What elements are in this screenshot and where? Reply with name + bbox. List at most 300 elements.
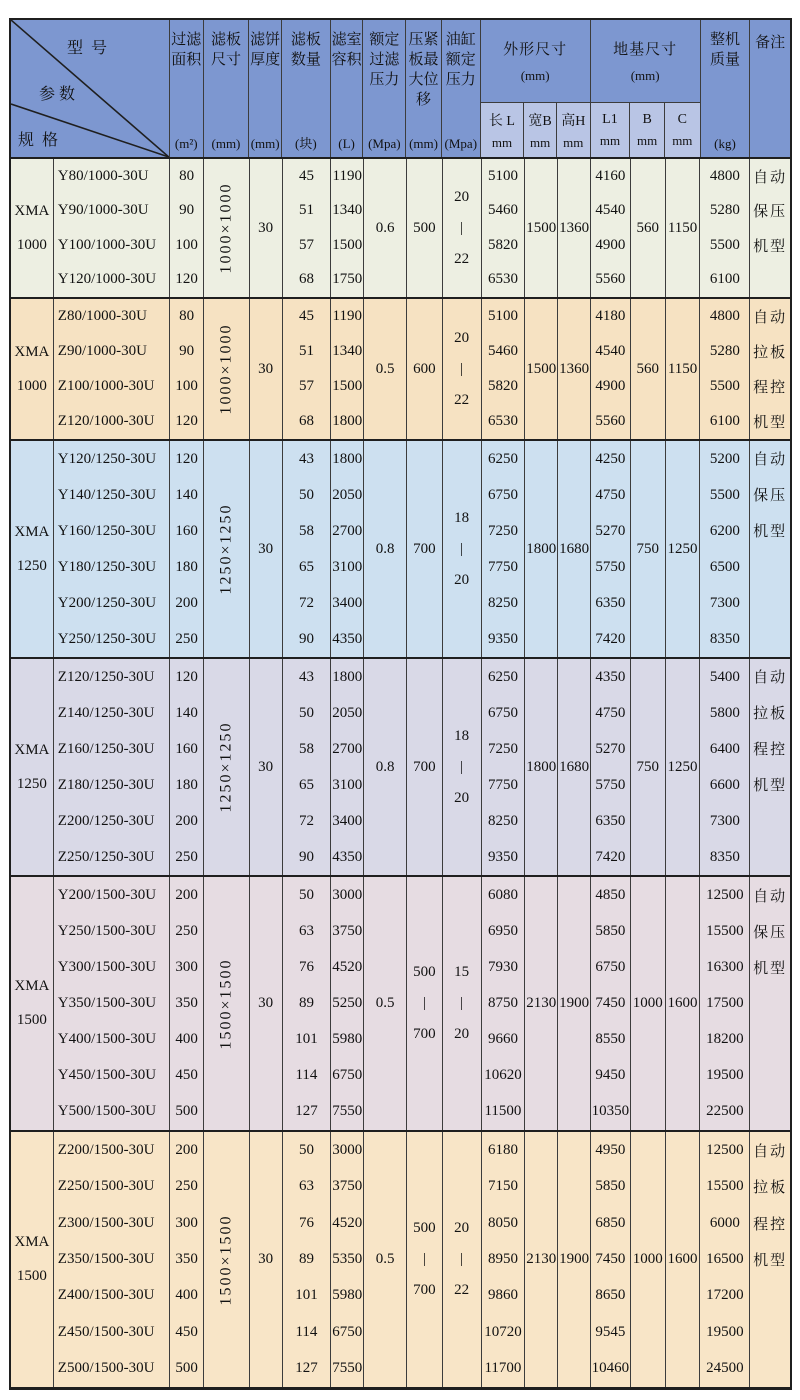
header-unit-plate-size: (mm) — [211, 136, 241, 151]
cell-filter-pressure: 0.6 — [375, 219, 395, 236]
col-filter-pressure — [364, 299, 407, 439]
col-foundation-B — [631, 159, 666, 297]
col-L — [482, 877, 526, 1130]
cell-area: 160 — [175, 740, 198, 757]
spec-line: 1250 — [16, 557, 47, 574]
model-cell: Z250/1250-30U — [57, 848, 155, 865]
cell-plate-displacement: | — [422, 995, 426, 1011]
header-unit-filter-pressure: (Mpa) — [368, 136, 401, 151]
cell-weight: 5500 — [709, 236, 740, 253]
table-group-5 — [11, 1130, 790, 1387]
cell-weight: 7300 — [709, 594, 740, 611]
cell-foundation-B: 750 — [636, 758, 659, 775]
cell-chamber: 2050 — [332, 704, 363, 721]
cell-L1: 6750 — [595, 958, 626, 975]
sub-label: L1 — [602, 111, 618, 127]
header-group-title-outline — [481, 20, 590, 102]
col-plate-displacement — [407, 159, 443, 297]
header-title-line: 尺寸 — [210, 52, 241, 69]
cell-weight: 6100 — [709, 413, 740, 429]
cell-chamber: 7550 — [332, 1360, 363, 1377]
header-unit-plate-count: (块) — [295, 136, 317, 151]
col-width-B — [525, 877, 558, 1130]
cell-area: 300 — [175, 958, 198, 975]
cell-L: 8950 — [487, 1250, 518, 1267]
model-cell: Z300/1500-30U — [57, 1214, 155, 1231]
header-subcols-outline — [481, 102, 590, 157]
cell-plates: 114 — [295, 1323, 318, 1340]
cell-cylinder-pressure: | — [460, 995, 464, 1011]
cell-filter-pressure: 0.5 — [375, 995, 395, 1011]
cell-area: 200 — [175, 812, 198, 829]
header-sub-outline-2 — [557, 103, 590, 157]
col-cake-thickness — [250, 441, 283, 657]
remark-col — [750, 659, 790, 875]
cell-L: 7750 — [487, 776, 518, 793]
cell-L: 10720 — [484, 1323, 522, 1340]
header-group-unit: (mm) — [520, 68, 550, 83]
spec-table — [9, 18, 792, 1390]
cell-width-B: 1500 — [526, 219, 557, 236]
cell-area: 90 — [179, 202, 195, 219]
cell-L: 7150 — [487, 1178, 518, 1195]
col-cylinder-pressure — [443, 159, 482, 297]
cell-L: 6180 — [487, 1141, 518, 1158]
model-cell: Z200/1250-30U — [57, 812, 155, 829]
header-col-chamber-volume — [331, 20, 364, 157]
col-L1 — [591, 1132, 631, 1387]
cell-filter-pressure: 0.8 — [375, 540, 395, 557]
col-filter-pressure — [364, 659, 407, 875]
model-cell: Z500/1500-30U — [57, 1360, 155, 1377]
cell-L1: 5270 — [595, 522, 626, 539]
cell-weight: 5500 — [709, 486, 740, 503]
cell-L1: 4750 — [595, 486, 626, 503]
spec-line: XMA — [14, 1234, 50, 1250]
cell-L: 9350 — [487, 630, 518, 647]
cell-L1: 7420 — [595, 848, 626, 865]
header-title-line: 厚度 — [250, 52, 281, 69]
cell-L1: 8650 — [595, 1287, 626, 1304]
header-col-plate-displacement — [406, 20, 442, 157]
cell-area: 120 — [175, 271, 198, 288]
cell-L: 6250 — [487, 668, 518, 685]
cell-chamber: 1340 — [332, 202, 363, 219]
col-foundation-C — [666, 659, 701, 875]
cell-plate-displacement: 500 — [413, 219, 436, 236]
cell-foundation-B: 1000 — [632, 1251, 663, 1267]
model-cell: Y450/1500-30U — [57, 1067, 157, 1084]
cell-plates: 101 — [295, 1287, 318, 1304]
model-cell: Y80/1000-30U — [57, 167, 149, 184]
cell-cylinder-pressure: 20 — [454, 571, 470, 588]
col-width-B — [525, 299, 558, 439]
model-cell: Y300/1500-30U — [57, 958, 157, 975]
cell-plates: 68 — [298, 413, 314, 429]
col-chamber — [331, 441, 364, 657]
header-title-area — [171, 30, 201, 70]
cell-foundation-C: 1600 — [667, 1251, 698, 1267]
spec-line: 1000 — [16, 236, 47, 253]
remark-line: 保压 — [753, 488, 788, 505]
cell-cylinder-pressure: | — [460, 758, 464, 775]
remark-line: 程控 — [753, 1216, 788, 1233]
cell-plates: 50 — [298, 1141, 314, 1158]
cell-area: 100 — [175, 378, 198, 394]
cell-cake-thickness: 30 — [258, 360, 274, 377]
col-plates — [283, 299, 332, 439]
header-title-line: 过滤 — [171, 32, 202, 48]
cell-cylinder-pressure: | — [460, 219, 464, 236]
header-col-plate-size — [204, 20, 250, 157]
cell-area: 500 — [175, 1103, 198, 1120]
sub-label: C — [677, 111, 687, 127]
cell-weight: 5280 — [709, 202, 740, 219]
cell-plates: 58 — [298, 740, 314, 757]
cell-weight: 19500 — [706, 1067, 744, 1084]
cell-plates: 65 — [298, 776, 314, 793]
model-cell: Y120/1250-30U — [57, 450, 157, 467]
col-L1 — [591, 441, 631, 657]
cell-chamber: 4350 — [332, 630, 363, 647]
cell-L: 10620 — [484, 1067, 522, 1084]
cell-chamber: 3000 — [332, 886, 363, 903]
cell-chamber: 5350 — [332, 1250, 363, 1267]
cell-L1: 5850 — [595, 1178, 626, 1195]
cell-L: 5820 — [487, 236, 518, 253]
col-chamber — [331, 877, 364, 1130]
header-title-line: 板最 — [408, 52, 439, 69]
corner-label-spec: 规 格 — [18, 132, 59, 149]
cell-L1: 4850 — [595, 886, 626, 903]
cell-weight: 22500 — [706, 1103, 744, 1120]
model-col — [54, 159, 170, 297]
cell-width-B: 1800 — [526, 540, 557, 557]
cell-area: 140 — [175, 486, 198, 503]
model-cell: Z100/1000-30U — [57, 378, 155, 394]
header-col-area — [170, 20, 204, 157]
col-plates — [283, 159, 332, 297]
cell-area: 300 — [175, 1214, 198, 1231]
spec-cell — [11, 299, 54, 439]
remark-line: 机型 — [753, 415, 788, 431]
cell-L1: 4540 — [595, 343, 626, 359]
cell-plates: 43 — [298, 668, 314, 685]
cell-height-H: 1900 — [559, 995, 590, 1011]
cell-foundation-C: 1600 — [667, 995, 698, 1011]
remark-line: 保压 — [753, 204, 788, 221]
sub-label: 长 L — [488, 113, 515, 129]
cell-area: 120 — [175, 668, 198, 685]
col-cylinder-pressure — [443, 441, 482, 657]
cell-weight: 5280 — [709, 343, 740, 359]
cell-area: 350 — [175, 994, 198, 1011]
cell-plates: 76 — [298, 1214, 314, 1231]
model-cell: Z180/1250-30U — [57, 776, 155, 793]
corner-cell — [11, 20, 170, 157]
col-L1 — [591, 299, 631, 439]
cell-L1: 4180 — [595, 308, 626, 324]
col-cake-thickness — [250, 299, 283, 439]
header-title-weight — [710, 30, 740, 70]
cell-L: 5460 — [487, 343, 518, 359]
cell-L: 8050 — [487, 1214, 518, 1231]
cell-foundation-C: 1250 — [667, 540, 698, 557]
cell-chamber: 4520 — [332, 1214, 363, 1231]
cell-plate-size: 1500×1500 — [217, 1213, 235, 1306]
cell-L: 7250 — [487, 740, 518, 757]
cell-plates: 127 — [295, 1360, 318, 1377]
cell-L: 5100 — [487, 308, 518, 324]
cell-chamber: 3400 — [332, 594, 363, 611]
model-col — [54, 877, 170, 1130]
col-cake-thickness — [250, 659, 283, 875]
header-title-line: 数量 — [290, 52, 321, 69]
cell-weight: 6000 — [709, 1214, 740, 1231]
remark-line: 机型 — [753, 238, 788, 255]
col-L1 — [591, 159, 631, 297]
cell-L1: 4900 — [595, 378, 626, 394]
header-title-line: 额定 — [369, 32, 400, 48]
cell-plates: 90 — [298, 848, 314, 865]
cell-plates: 63 — [298, 922, 314, 939]
cell-cake-thickness: 30 — [258, 995, 274, 1011]
remark-col — [750, 877, 790, 1130]
col-height-H — [558, 441, 591, 657]
cell-chamber: 7550 — [332, 1103, 363, 1120]
remark-line: 自动 — [753, 888, 788, 905]
model-col — [54, 659, 170, 875]
cell-chamber: 3400 — [332, 812, 363, 829]
model-col — [54, 299, 170, 439]
cell-plates: 45 — [298, 308, 314, 324]
table-header — [11, 20, 790, 157]
cell-plate-displacement: 700 — [413, 1282, 436, 1298]
cell-L: 6250 — [487, 450, 518, 467]
col-plate-size — [204, 1132, 250, 1387]
cell-chamber: 1340 — [332, 343, 363, 359]
table-body — [11, 157, 790, 1387]
cell-L1: 5750 — [595, 776, 626, 793]
cell-plates: 90 — [298, 630, 314, 647]
cell-width-B: 1800 — [526, 758, 557, 775]
col-plate-size — [204, 159, 250, 297]
model-cell: Z80/1000-30U — [57, 308, 147, 324]
cell-chamber: 2700 — [332, 740, 363, 757]
col-plate-displacement — [407, 659, 443, 875]
header-unit-area: (m²) — [174, 136, 198, 151]
cell-plates: 51 — [298, 343, 314, 359]
col-height-H — [558, 1132, 591, 1387]
cell-L1: 5850 — [595, 922, 626, 939]
col-cake-thickness — [250, 159, 283, 297]
cell-area: 180 — [175, 776, 198, 793]
cell-weight: 24500 — [706, 1360, 744, 1377]
col-area — [170, 441, 204, 657]
cell-chamber: 1190 — [332, 167, 362, 184]
cell-L: 6530 — [487, 271, 518, 288]
cell-height-H: 1680 — [559, 540, 590, 557]
cell-plates: 50 — [298, 704, 314, 721]
cell-cylinder-pressure: | — [460, 360, 464, 377]
cell-cylinder-pressure: 18 — [454, 727, 470, 744]
col-plate-displacement — [407, 299, 443, 439]
cell-L: 9660 — [487, 1031, 518, 1048]
col-foundation-B — [631, 299, 666, 439]
cell-weight: 15500 — [706, 1178, 744, 1195]
col-foundation-C — [666, 877, 701, 1130]
col-foundation-B — [631, 441, 666, 657]
col-filter-pressure — [364, 1132, 407, 1387]
col-width-B — [525, 1132, 558, 1387]
cell-L1: 4540 — [595, 202, 626, 219]
remark-line: 机型 — [753, 778, 788, 795]
header-group-label: 地基尺寸 — [613, 42, 678, 58]
col-weight — [700, 159, 750, 297]
cell-plates: 89 — [298, 1250, 314, 1267]
col-foundation-C — [666, 159, 701, 297]
cell-L1: 4950 — [595, 1141, 626, 1158]
cell-L1: 4900 — [595, 236, 626, 253]
cell-L: 6750 — [487, 704, 518, 721]
header-group-title-foundation — [591, 20, 700, 102]
col-L — [482, 1132, 526, 1387]
cell-chamber: 1800 — [332, 413, 363, 429]
col-cylinder-pressure — [443, 877, 482, 1130]
cell-area: 250 — [175, 1178, 198, 1195]
col-L — [482, 659, 526, 875]
model-col — [54, 441, 170, 657]
col-chamber — [331, 659, 364, 875]
sub-label: 高H — [561, 113, 586, 129]
col-height-H — [558, 877, 591, 1130]
cell-L1: 7420 — [595, 630, 626, 647]
col-area — [170, 877, 204, 1130]
header-col-cylinder-pressure — [442, 20, 481, 157]
header-sub-foundation-1 — [630, 103, 665, 157]
remark-col — [750, 441, 790, 657]
cell-cylinder-pressure: 20 — [454, 1220, 470, 1236]
sub-unit: mm — [599, 132, 621, 148]
cell-area: 350 — [175, 1250, 198, 1267]
cell-chamber: 3750 — [332, 922, 363, 939]
cell-cake-thickness: 30 — [258, 758, 274, 775]
remark-line: 自动 — [753, 1143, 788, 1160]
col-plate-size — [204, 877, 250, 1130]
spec-line: XMA — [14, 202, 50, 219]
remark-line: 拉板 — [753, 345, 788, 361]
remark-col — [750, 1132, 790, 1387]
model-cell: Z200/1500-30U — [57, 1141, 155, 1158]
cell-cylinder-pressure: | — [460, 1251, 464, 1267]
cell-L1: 4160 — [595, 167, 626, 184]
cell-area: 80 — [179, 308, 195, 324]
cell-weight: 6400 — [709, 740, 740, 757]
cell-plate-displacement: 500 — [413, 964, 436, 980]
cell-L1: 4350 — [595, 668, 626, 685]
model-cell: Z160/1250-30U — [57, 740, 155, 757]
header-col-remark — [750, 20, 790, 157]
cell-L: 5460 — [487, 202, 518, 219]
cell-weight: 17500 — [706, 994, 744, 1011]
col-foundation-C — [666, 1132, 701, 1387]
header-title-filter-pressure — [369, 30, 399, 90]
sub-unit: mm — [529, 134, 551, 150]
cell-area: 400 — [175, 1031, 198, 1048]
col-plate-size — [204, 659, 250, 875]
col-L — [482, 159, 526, 297]
header-group-label: 外形尺寸 — [503, 42, 568, 58]
table-group-2 — [11, 439, 790, 657]
cell-chamber: 1500 — [332, 378, 363, 394]
remark-col — [750, 159, 790, 297]
cell-chamber: 3000 — [332, 1141, 363, 1158]
cell-plate-displacement: | — [422, 1251, 426, 1267]
header-title-line: 油缸 — [445, 32, 476, 48]
sub-unit: mm — [563, 134, 584, 150]
cell-plate-size: 1000×1000 — [217, 323, 235, 415]
model-cell: Z120/1250-30U — [57, 668, 155, 685]
cell-cylinder-pressure: 20 — [454, 1026, 470, 1042]
cell-area: 450 — [175, 1067, 198, 1084]
col-cake-thickness — [250, 1132, 283, 1387]
header-unit-cake-thickness: (mm) — [250, 136, 280, 151]
col-weight — [700, 441, 750, 657]
remark-line: 自动 — [753, 670, 788, 687]
header-title-remark: 备注 — [755, 35, 786, 51]
col-plate-displacement — [407, 1132, 443, 1387]
model-cell: Z450/1500-30U — [57, 1323, 155, 1340]
cell-L: 6080 — [487, 886, 518, 903]
cell-foundation-B: 750 — [636, 540, 659, 557]
cell-L: 11700 — [484, 1360, 522, 1377]
header-title-line: 滤板 — [210, 32, 241, 48]
cell-chamber: 2700 — [332, 522, 363, 539]
cell-cake-thickness: 30 — [258, 540, 274, 557]
header-title-line: 滤板 — [290, 32, 321, 48]
col-foundation-B — [631, 1132, 666, 1387]
cell-L1: 4750 — [595, 704, 626, 721]
spec-cell — [11, 877, 54, 1130]
cell-width-B: 2130 — [526, 995, 557, 1011]
cell-area: 200 — [175, 594, 198, 611]
cell-plate-size: 1000×1000 — [217, 182, 235, 274]
sub-label: B — [642, 111, 652, 127]
header-sub-foundation-2 — [665, 103, 700, 157]
table-group-4 — [11, 875, 790, 1130]
spec-line: 1250 — [16, 775, 47, 792]
col-foundation-C — [666, 299, 701, 439]
cell-weight: 8350 — [709, 848, 740, 865]
cell-L1: 10350 — [591, 1103, 630, 1120]
cell-plate-size: 1250×1250 — [217, 503, 235, 595]
cell-plates: 114 — [295, 1067, 318, 1084]
header-sub-outline-0 — [481, 103, 525, 157]
cell-plates: 50 — [298, 886, 314, 903]
cell-chamber: 1190 — [332, 308, 362, 324]
model-cell: Y350/1500-30U — [57, 994, 157, 1011]
col-foundation-B — [631, 659, 666, 875]
remark-line: 保压 — [753, 924, 788, 941]
model-col — [54, 1132, 170, 1387]
col-L1 — [591, 659, 631, 875]
cell-filter-pressure: 0.5 — [375, 1251, 395, 1267]
cell-cylinder-pressure: 20 — [454, 329, 470, 346]
col-width-B — [525, 159, 558, 297]
cell-chamber: 3750 — [332, 1178, 363, 1195]
cell-plates: 76 — [298, 958, 314, 975]
cell-chamber: 1750 — [332, 271, 363, 288]
